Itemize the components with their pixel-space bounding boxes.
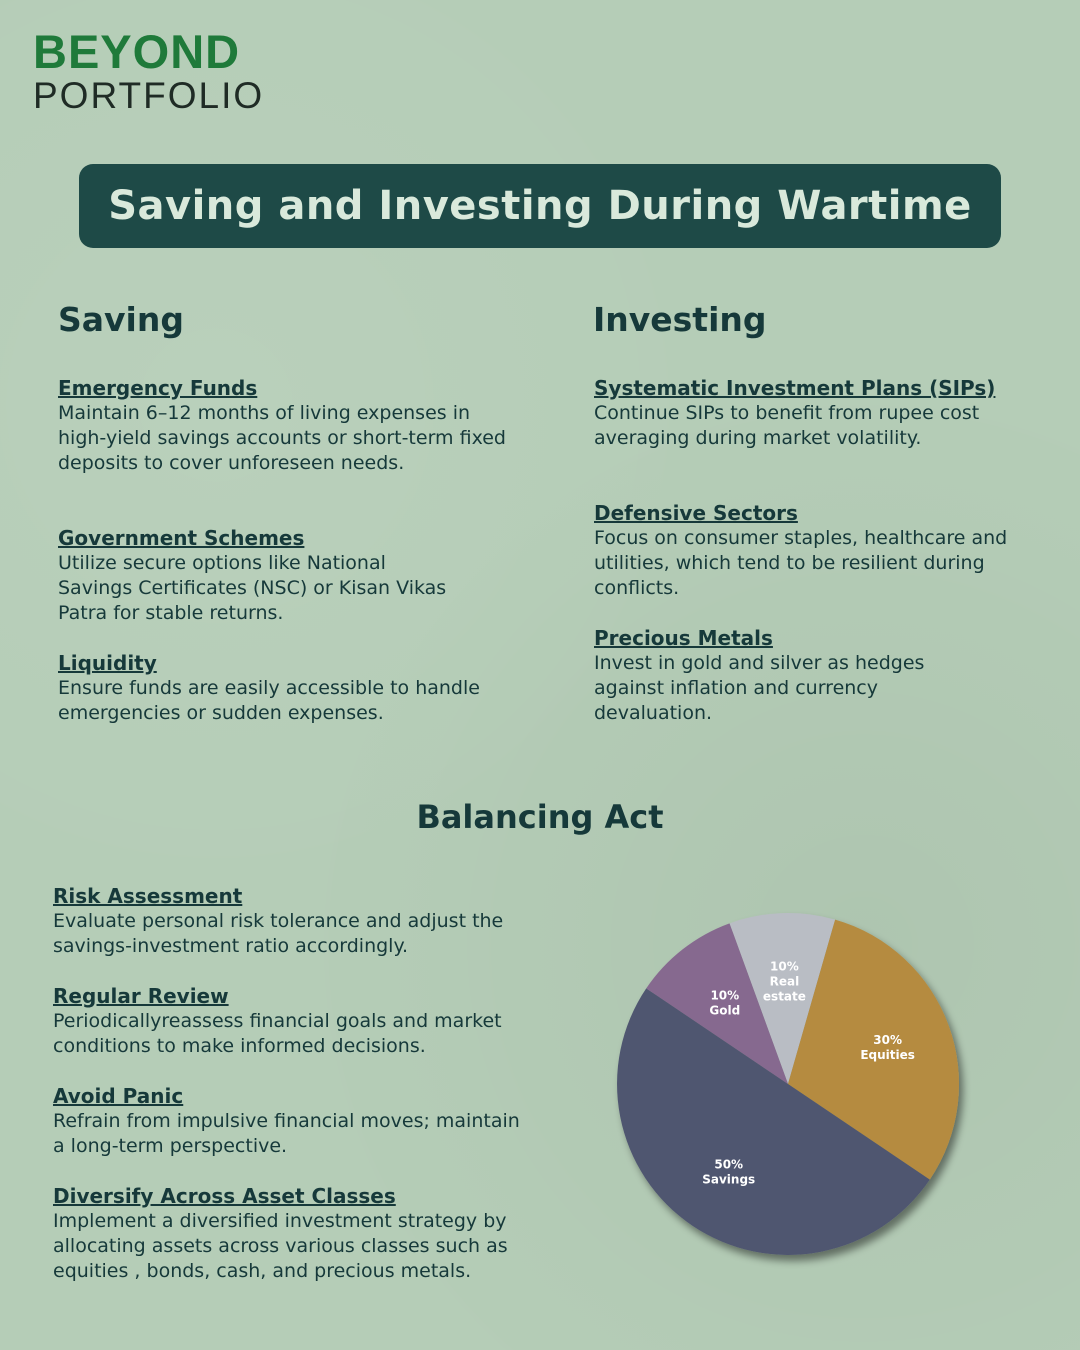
investing-item-precious-metals	[594, 626, 994, 726]
item-title: Systematic Investment Plans (SIPs)	[594, 376, 996, 400]
item-title: Diversify Across Asset Classes	[53, 1184, 396, 1208]
pie-label-0: 10% Real estate	[762, 959, 806, 1004]
item-body: Evaluate personal risk tolerance and adjust the savings-investment ratio accordingly.	[53, 910, 504, 957]
item-body: Utilize secure options like National Savings Certificates (NSC) or Kisan Vikas Patra for stable returns.	[58, 552, 447, 624]
saving-item-emergency-funds	[58, 376, 508, 476]
title-banner	[79, 164, 1001, 248]
item-body: Ensure funds are easily accessible to handle emergencies or sudden expenses.	[58, 677, 480, 724]
item-body: Refrain from impulsive financial moves; maintain a long-term perspective.	[53, 1110, 520, 1157]
balancing-item-diversify	[53, 1184, 588, 1284]
investing-item-sips	[594, 376, 1014, 451]
item-body: Implement a diversified investment strategy by allocating assets across various classes such as equities , bonds, cash, and precious metals.	[53, 1210, 508, 1282]
pie-label-2: 50% Savings	[702, 1157, 756, 1187]
balancing-item-avoid-panic	[53, 1084, 533, 1159]
balancing-item-regular-review	[53, 984, 583, 1059]
logo-line-2: PORTFOLIO	[33, 75, 265, 116]
balancing-heading: Balancing Act	[416, 798, 664, 836]
saving-heading: Saving	[58, 300, 184, 339]
item-body: Periodicallyreassess financial goals and market conditions to make informed decisions.	[53, 1010, 502, 1057]
item-body: Focus on consumer staples, healthcare and utilities, which tend to be resilient during conflicts.	[594, 527, 1008, 599]
item-body: Invest in gold and silver as hedges against inflation and currency devaluation.	[594, 652, 925, 724]
saving-item-government-schemes	[58, 526, 458, 626]
item-title: Precious Metals	[594, 626, 773, 650]
item-title: Defensive Sectors	[594, 501, 798, 525]
saving-item-liquidity	[58, 651, 528, 726]
item-title: Avoid Panic	[53, 1084, 184, 1108]
allocation-pie-chart	[600, 900, 980, 1280]
item-body: Continue SIPs to benefit from rupee cost averaging during market volatility.	[594, 402, 980, 449]
pie-label-1: 30% Equities	[860, 1033, 915, 1063]
pie-label-3: 10% Gold	[709, 988, 741, 1018]
balancing-item-risk-assessment	[53, 884, 583, 959]
investing-item-defensive-sectors	[594, 501, 1034, 601]
item-title: Regular Review	[53, 984, 229, 1008]
page-title: Saving and Investing During Wartime	[108, 183, 972, 229]
item-title: Government Schemes	[58, 526, 305, 550]
item-title: Risk Assessment	[53, 884, 243, 908]
item-title: Emergency Funds	[58, 376, 258, 400]
brand-logo	[33, 25, 265, 116]
item-body: Maintain 6–12 months of living expenses in high-yield savings accounts or short-term fixed deposits to cover unforeseen needs.	[58, 402, 506, 474]
logo-line-1: BEYOND	[33, 25, 241, 78]
item-title: Liquidity	[58, 651, 157, 675]
investing-heading: Investing	[593, 300, 767, 339]
